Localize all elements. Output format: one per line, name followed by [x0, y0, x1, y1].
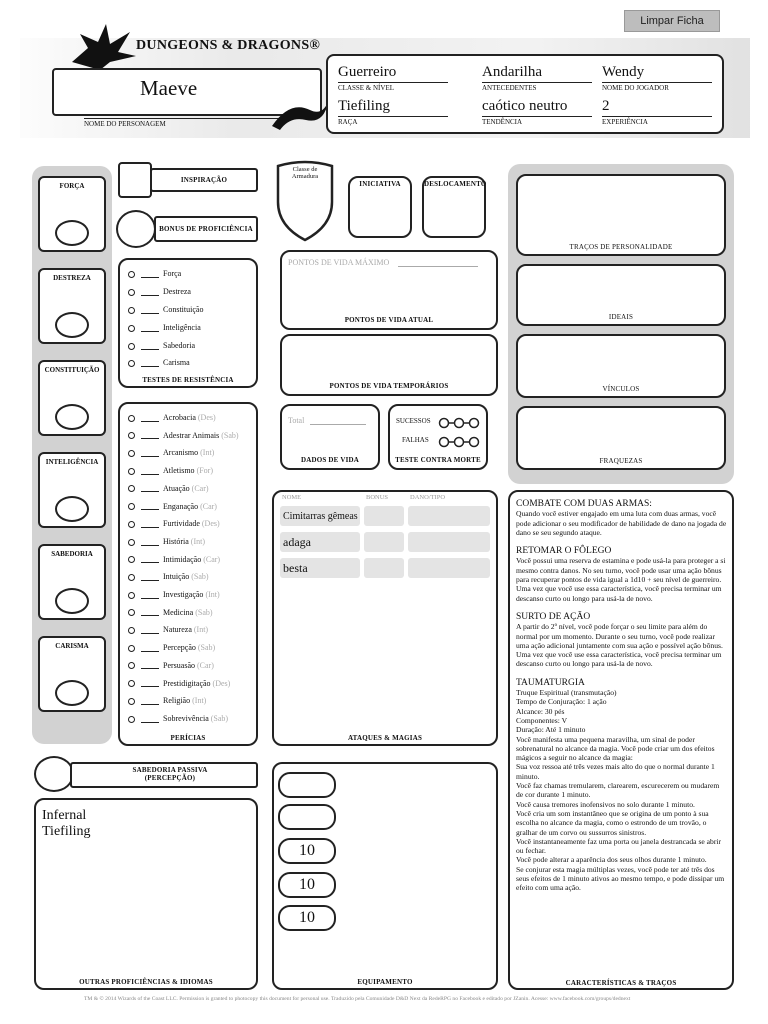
death-saves-box — [388, 404, 488, 470]
skill-row[interactable] — [128, 466, 213, 475]
skill-row[interactable] — [128, 625, 208, 634]
traits-box[interactable] — [516, 174, 726, 256]
save-name: Força — [163, 269, 182, 278]
traits-label: TRAÇOS DE PERSONALIDADE — [569, 243, 673, 251]
armor-class-label: Classe de Armadura — [291, 166, 319, 180]
death-success-label: SUCESSOS — [396, 417, 431, 425]
character-name-field[interactable]: Maeve — [140, 76, 198, 100]
character-name-label: NOME DO PERSONAGEM — [84, 118, 284, 128]
skill-ability: (Sab) — [191, 572, 209, 582]
proficiency-circle[interactable] — [128, 271, 135, 278]
flaws-box[interactable] — [516, 406, 726, 470]
skill-ability: (Car) — [200, 501, 217, 511]
skill-row[interactable] — [128, 714, 228, 723]
skill-name: Percepção — [163, 643, 196, 653]
skill-row[interactable] — [128, 519, 220, 528]
skill-name: Persuasão — [163, 660, 195, 670]
alignment-label: TENDÊNCIA — [482, 116, 592, 126]
skill-row[interactable] — [128, 413, 216, 422]
skill-name: Atuação — [163, 483, 190, 493]
skill-row[interactable] — [128, 572, 209, 581]
proficiency-circle[interactable] — [128, 716, 135, 723]
footer-legal: TM & © 2014 Wizards of the Coast LLC. Permission is granted to photocopy this document for personal use. Traduzido pela Comunidade D&D Next da RedeRPG no Facebook e editado por JZanin. Acesse: www.facebook.com/groups/dednext — [84, 996, 631, 1002]
save-row[interactable] — [128, 358, 190, 367]
attacks-box — [272, 490, 498, 746]
skill-ability: (Sab) — [221, 430, 239, 440]
skill-name: Intuição — [163, 572, 190, 582]
proficiency-circle[interactable] — [128, 539, 135, 546]
class-level-field[interactable]: Guerreiro — [338, 64, 397, 80]
proficiency-label: BONUS DE PROFICIÊNCIA — [159, 225, 253, 233]
save-name: Constituição — [163, 305, 204, 314]
skill-name: Religião — [163, 696, 191, 706]
skill-ability: (Car) — [203, 554, 221, 564]
attacks-col-bonus: BONUS — [366, 494, 389, 501]
proficiency-circle[interactable] — [128, 343, 135, 350]
player-name-label: NOME DO JOGADOR — [602, 82, 712, 92]
ability-modifier-field[interactable] — [55, 220, 89, 246]
proficiency-circle[interactable] — [128, 556, 135, 563]
skill-name: Enganação — [163, 501, 199, 511]
save-name: Inteligência — [163, 323, 201, 332]
coin-ep-field[interactable]: 10 — [278, 838, 336, 864]
ability-box-intelligence — [38, 452, 106, 528]
save-name: Sabedoria — [163, 341, 195, 350]
ability-box-charisma — [38, 636, 106, 712]
proficiency-circle[interactable] — [128, 680, 135, 687]
proficiency-circle[interactable] — [128, 627, 135, 634]
proficiency-circle[interactable] — [128, 485, 135, 492]
proficiency-circle[interactable] — [128, 415, 135, 422]
skill-ability: (Car) — [197, 660, 214, 670]
ability-modifier-field[interactable] — [55, 588, 89, 614]
proficiency-circle[interactable] — [128, 698, 135, 705]
equipment-title: EQUIPAMENTO — [357, 978, 413, 986]
skill-ability: (Sab) — [210, 713, 229, 723]
skill-name: Natureza — [163, 625, 192, 635]
save-name: Destreza — [163, 287, 191, 296]
coin-pp-field[interactable]: 10 — [278, 905, 336, 931]
skill-row[interactable] — [128, 590, 220, 599]
attack-damage-field[interactable] — [408, 558, 490, 578]
passive-perception-label: SABEDORIA PASSIVA (PERCEPÇÃO) — [132, 766, 208, 782]
scroll-tail-icon — [270, 96, 330, 137]
skill-name: Prestidigitação — [163, 678, 211, 688]
hp-temp-label: PONTOS DE VIDA TEMPORÁRIOS — [329, 382, 449, 390]
attacks-title: ATAQUES & MAGIAS — [347, 734, 423, 742]
skill-row[interactable] — [128, 696, 206, 705]
attack-bonus-field[interactable] — [364, 506, 404, 526]
proficiency-circle[interactable] — [128, 574, 135, 581]
skill-name: Atletismo — [163, 466, 195, 476]
skills-title: PERÍCIAS — [170, 734, 206, 742]
initiative-box[interactable] — [348, 176, 412, 238]
attacks-col-name: NOME — [282, 494, 302, 501]
feature-heading: TAUMATURGIA — [516, 677, 585, 688]
skill-ability: (Sab) — [195, 607, 213, 617]
skill-name: Medicina — [163, 607, 194, 617]
proficiency-circle[interactable] — [128, 289, 135, 296]
skill-name: Arcanismo — [163, 448, 199, 458]
background-label: ANTECEDENTES — [482, 82, 592, 92]
ability-name: INTELIGÊNCIA — [45, 458, 99, 466]
experience-field[interactable]: 2 — [602, 98, 610, 114]
save-name: Carisma — [163, 358, 190, 367]
coin-sp-field[interactable] — [278, 804, 336, 830]
save-row[interactable] — [128, 341, 195, 350]
skill-row[interactable] — [128, 608, 213, 617]
ability-box-dexterity — [38, 268, 106, 344]
dragon-logo-icon — [70, 22, 138, 72]
ability-name: CONSTITUIÇÃO — [44, 366, 100, 374]
bonds-box[interactable] — [516, 334, 726, 398]
attack-name-field[interactable] — [280, 558, 360, 578]
skill-row[interactable] — [128, 661, 214, 670]
ability-box-strength — [38, 176, 106, 252]
inspiration-label: INSPIRAÇÃO — [180, 176, 228, 184]
attack-name: Cimitarras gêmeas — [283, 511, 358, 522]
skill-row[interactable] — [128, 431, 239, 440]
attack-name-field[interactable] — [280, 506, 360, 526]
death-fail-circles[interactable] — [438, 435, 480, 453]
passive-perception-field[interactable] — [34, 756, 74, 792]
ability-modifier-field[interactable] — [55, 680, 89, 706]
skill-row[interactable] — [128, 537, 205, 546]
hp-temp-box[interactable] — [280, 334, 498, 396]
skill-name: Sobrevivência — [163, 713, 209, 723]
ability-name: DESTREZA — [53, 274, 91, 282]
feature-text: Quando você estiver engajado em uma luta com duas armas, você pode adicionar o seu modificador de habilidade de dano na jogada de dano se seu segundo ataque. — [516, 509, 727, 537]
attack-bonus-field[interactable] — [364, 532, 404, 552]
feature-text: A partir do 2º nível, você pode forçar o seu limite para além do normal por um momento. Durante o seu turno, você pode realizar uma ação adicional juntamente com sua ação e possível ação bônus. Uma vez que você use essa característica, você precisa terminar um descanso curto ou longo para usá-la de novo. — [516, 622, 723, 669]
inspiration-checkbox[interactable] — [118, 162, 152, 198]
ideals-box[interactable] — [516, 264, 726, 326]
skill-row[interactable] — [128, 643, 215, 652]
ideals-label: IDEAIS — [608, 313, 634, 321]
race-field[interactable]: Tiefiling — [338, 98, 390, 114]
attacks-col-damage: DANO/TIPO — [410, 494, 446, 501]
feature-text: Você possui uma reserva de estamina e pode usá-la para proteger a si mesmo contra danos. No seu turno, você pode usar uma ação bônus para recuperar pontos de vida igual a 1d10 + seu nível de guerreiro. Uma vez que você use essa característica, você precisa terminar um descanso curto ou longo para usá-la de novo. — [516, 556, 726, 603]
ability-modifier-field[interactable] — [55, 312, 89, 338]
proficiency-circle[interactable] — [128, 609, 135, 616]
death-fail-label: FALHAS — [402, 436, 429, 444]
race-label: RAÇA — [338, 116, 448, 126]
save-row[interactable] — [128, 269, 181, 278]
skill-ability: (Int) — [192, 696, 207, 706]
proficiency-bonus-field[interactable] — [116, 210, 156, 248]
skill-row[interactable] — [128, 679, 230, 688]
flaws-label: FRAQUEZAS — [599, 457, 643, 465]
proficiency-circle[interactable] — [128, 468, 135, 475]
skill-ability: (Des) — [201, 519, 220, 529]
skill-ability: (Des) — [212, 678, 231, 688]
feature-heading: COMBATE COM DUAS ARMAS: — [516, 499, 652, 509]
skill-name: Adestrar Animais — [163, 430, 220, 440]
proficiency-circle[interactable] — [128, 432, 135, 439]
experience-label: EXPERIÊNCIA — [602, 116, 712, 126]
attack-bonus-field[interactable] — [364, 558, 404, 578]
feature-heading: SURTO DE AÇÃO — [516, 611, 591, 622]
skill-name: Furtividade — [163, 519, 200, 529]
saving-throws-box — [118, 258, 258, 388]
speed-box[interactable] — [422, 176, 486, 238]
hp-current-label: PONTOS DE VIDA ATUAL — [344, 316, 434, 324]
proficiency-circle[interactable] — [128, 503, 135, 510]
hit-dice-total-label: Total — [288, 416, 305, 425]
language-line: Infernal — [42, 808, 87, 823]
skill-name: Investigação — [163, 590, 204, 599]
hit-dice-label: DADOS DE VIDA — [300, 456, 360, 464]
logo-text: DUNGEONS & DRAGONS® — [136, 38, 321, 53]
skill-ability: (Int) — [200, 448, 215, 458]
hp-max-label: PONTOS DE VIDA MÁXIMO — [288, 258, 390, 267]
speed-label: DESLOCAMENTO — [424, 180, 487, 188]
ability-box-constitution — [38, 360, 106, 436]
skill-ability: (Des) — [197, 413, 216, 422]
skill-row[interactable] — [128, 484, 209, 493]
hp-max-field[interactable] — [398, 266, 478, 267]
death-saves-label: TESTE CONTRA MORTE — [395, 456, 481, 464]
skill-row[interactable] — [128, 502, 217, 511]
ability-modifier-field[interactable] — [55, 496, 89, 522]
skill-name: Acrobacia — [163, 413, 196, 422]
proficiency-circle[interactable] — [128, 592, 135, 599]
initiative-label: INICIATIVA — [359, 180, 401, 188]
attack-damage-field[interactable] — [408, 506, 490, 526]
class-level-label: CLASSE & NÍVEL — [338, 82, 448, 92]
player-name-field[interactable]: Wendy — [602, 64, 645, 80]
skill-row[interactable] — [128, 555, 220, 564]
ability-name: CARISMA — [55, 642, 89, 650]
skill-ability: (Int) — [205, 590, 220, 599]
feature-heading: RETOMAR O FÔLEGO — [516, 546, 612, 557]
clear-sheet-button[interactable]: Limpar Ficha — [624, 10, 720, 32]
attack-name-field[interactable] — [280, 532, 360, 552]
bonds-label: VÍNCULOS — [602, 385, 640, 393]
proficiency-circle[interactable] — [128, 521, 135, 528]
attack-name: besta — [283, 561, 308, 575]
ability-name: FORÇA — [59, 182, 85, 190]
skill-ability: (Int) — [190, 536, 205, 546]
skill-ability: (Sab) — [197, 643, 216, 653]
coin-cp-field[interactable] — [278, 772, 336, 798]
ability-box-wisdom — [38, 544, 106, 620]
alignment-field[interactable]: caótico neutro — [482, 98, 568, 114]
feature-text: Truque Espiritual (transmutação) Tempo de Conjuração: 1 ação Alcance: 30 pés Componentes: V Duração: Até 1 minuto Você manifesta uma pequena maravilha, um sinal de poder sobrenatural no alcance da magia. Você pode criar um dos efeitos mágicos a seguir no alcance da magia: Sua voz ressoa até três vezes mais alto do que o normal durante 1 minuto. Você faz chamas tremularem, clarearem, escurecerem ou mudarem de cor durante 1 minuto. Você causa tremores inofensivos no solo durante 1 minuto. Você cria um som instantâneo que se origina de um ponto à sua escolha no alcance da magia, como o estrondo de um trovão, o gralhar de um corvo ou sussurros sinistros. Você instantaneamente faz uma porta ou janela destrancada se abrir ou fechar. Você pode alterar a aparência dos seus olhos durante 1 minuto. Se conjurar esta magia múltiplas vezes, você pode ter até três dos seus efeitos de 1 minuto ativos ao mesmo tempo, e pode dissipar um efeito com uma ação. — [516, 688, 725, 893]
skill-ability: (For) — [196, 466, 214, 476]
proficiency-circle[interactable] — [128, 662, 135, 669]
hp-current-box[interactable] — [280, 250, 498, 330]
skill-ability: (Car) — [191, 483, 209, 493]
save-row[interactable] — [128, 323, 201, 332]
features-title: CARACTERÍSTICAS & TRAÇOS — [565, 979, 677, 987]
proficiency-circle[interactable] — [128, 325, 135, 332]
other-proficiencies-title: OUTRAS PROFICIÊNCIAS & IDIOMAS — [79, 978, 213, 986]
skill-ability: (Int) — [193, 625, 209, 635]
skill-row[interactable] — [128, 448, 214, 457]
hit-dice-box[interactable] — [280, 404, 380, 470]
background-field[interactable]: Andarilha — [482, 64, 542, 80]
skill-name: História — [163, 536, 189, 546]
saving-throws-title: TESTES DE RESISTÊNCIA — [142, 376, 234, 384]
attack-damage-field[interactable] — [408, 532, 490, 552]
proficiency-circle[interactable] — [128, 307, 135, 314]
language-line: Tiefiling — [42, 824, 91, 839]
proficiency-circle[interactable] — [128, 360, 135, 367]
other-proficiencies-box[interactable] — [34, 798, 258, 990]
skills-box — [118, 402, 258, 746]
skill-name: Intimidação — [163, 554, 202, 564]
proficiency-circle[interactable] — [128, 645, 135, 652]
save-row[interactable] — [128, 305, 203, 314]
features-content — [516, 500, 728, 893]
ability-modifier-field[interactable] — [55, 404, 89, 430]
save-row[interactable] — [128, 287, 191, 296]
ability-name: SABEDORIA — [51, 550, 93, 558]
proficiency-circle[interactable] — [128, 450, 135, 457]
hit-dice-total-field[interactable] — [310, 424, 366, 425]
attack-name: adaga — [283, 535, 311, 549]
coin-gp-field[interactable]: 10 — [278, 872, 336, 898]
death-success-circles[interactable] — [438, 416, 480, 434]
